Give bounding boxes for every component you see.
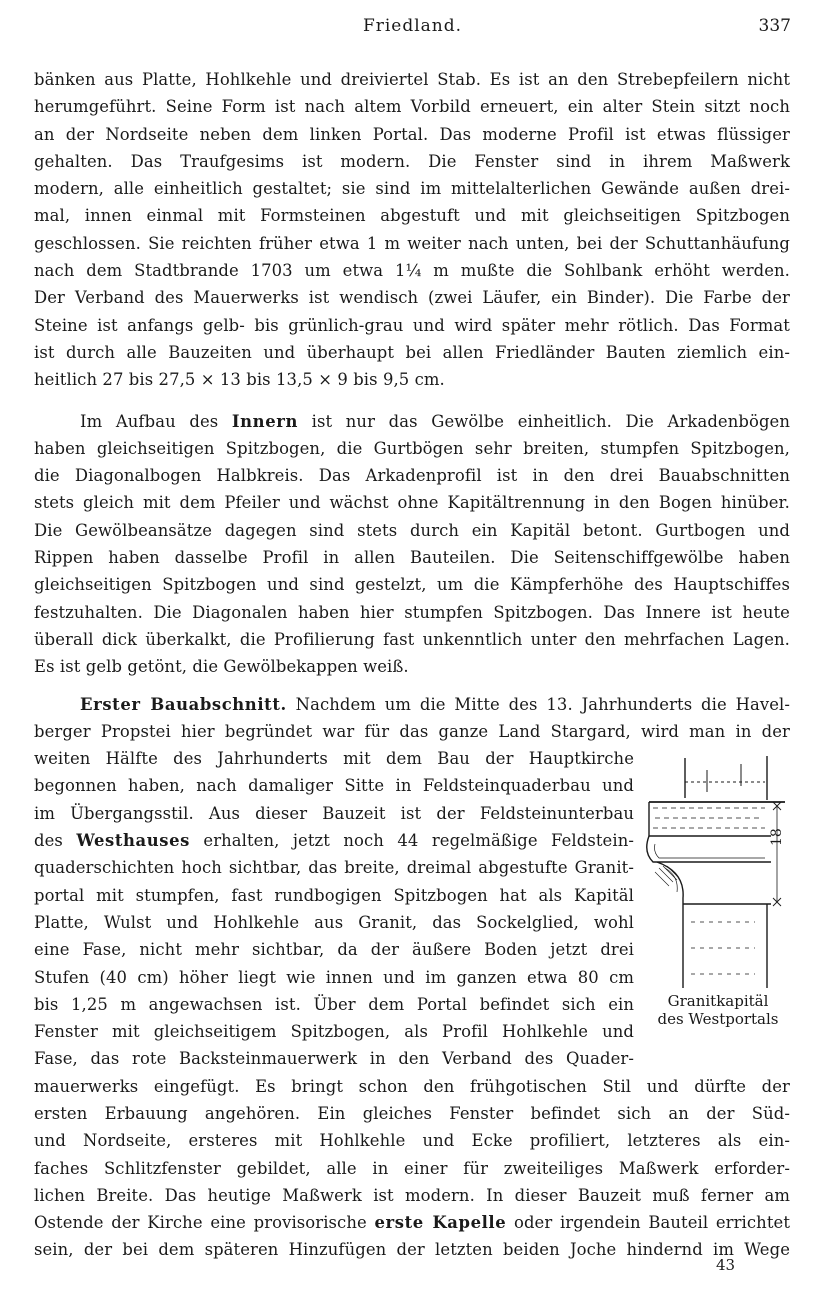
text-run: erhalten, jetzt noch 44 regelmäßige Feldstein- xyxy=(189,831,634,851)
running-title: Friedland. xyxy=(362,16,463,36)
paragraph-2 xyxy=(34,408,790,681)
text-line xyxy=(34,691,790,718)
text-run: Im Aufbau des xyxy=(80,411,232,431)
text-run: Nachdem um die Mitte des 13. Jahrhunderts die Havel- xyxy=(286,694,790,714)
text-run: ist nur das Gewölbe einheitlich. Die Arkadenbögen xyxy=(297,411,790,431)
signature-number: 43 xyxy=(716,1256,736,1274)
paragraph-1 xyxy=(34,66,790,394)
text-line xyxy=(34,1209,790,1236)
text-line: ersten Erbauung angehören. Ein gleiches Fenster befindet sich an der Süd- xyxy=(34,1103,790,1123)
text-line: gehalten. Das Traufgesims ist modern. Die Fenster sind in ihrem Maßwerk xyxy=(34,151,790,171)
emphasis-erster-bauabschnitt: Erster Bauabschnitt. xyxy=(80,694,287,714)
text-line: weiten Hälfte des Jahrhunderts mit dem Bau der Hauptkirche xyxy=(34,749,634,769)
paragraph-gap xyxy=(34,394,790,408)
capital-profile-illustration xyxy=(645,752,793,988)
text-line: begonnen haben, nach damaliger Sitte in Feldsteinquaderbau und xyxy=(34,776,634,796)
text-line: mal, innen einmal mit Formsteinen abgestuft und mit gleichseitigen Spitzbogen xyxy=(34,206,790,226)
emphasis-erste-kapelle: erste Kapelle xyxy=(374,1213,507,1233)
text-line: mauerwerks eingefügt. Es bringt schon den frühgotischen Stil und dürfte der xyxy=(34,1076,790,1096)
text-line: gleichseitigen Spitzbogen und sind gestelzt, um die Kämpferhöhe des Hauptschiffes xyxy=(34,575,790,595)
text-line: Der Verband des Mauerwerks ist wendisch (zwei Läufer, ein Binder). Die Farbe der xyxy=(34,288,790,308)
text-line: modern, alle einheitlich gestaltet; sie sind im mittelalterlichen Gewände außen drei- xyxy=(34,179,790,199)
text-line: im Übergangsstil. Aus dieser Bauzeit ist der Feldsteinunterbau xyxy=(34,803,634,823)
caption-line: Granitkapitäl xyxy=(667,992,769,1010)
text-line: berger Propstei hier begründet war für das ganze Land Stargard, wird man in der xyxy=(34,721,790,741)
text-run: Ostende der Kirche eine provisorische xyxy=(34,1213,375,1233)
text-line: Fenster mit gleichseitigem Spitzbogen, als Profil Hohlkehle und xyxy=(34,1022,634,1042)
text-line: stets gleich mit dem Pfeiler und wächst ohne Kapitältrennung in den Bogen hinüber. xyxy=(34,493,790,513)
text-line xyxy=(34,827,634,854)
text-line: überall dick überkalkt, die Profilierung fast unkenntlich unter den mehrfachen Lagen. xyxy=(34,629,790,649)
text-line: festzuhalten. Die Diagonalen haben hier stumpfen Spitzbogen. Das Innere ist heute xyxy=(34,602,790,622)
text-line: herumgeführt. Seine Form ist nach altem Vorbild erneuert, ein alter Stein sitzt noch xyxy=(34,97,790,117)
text-line: heitlich 27 bis 27,5 × 13 bis 13,5 × 9 bis 9,5 cm. xyxy=(34,370,445,390)
capital-drawing xyxy=(645,752,793,1032)
text-line: ist durch alle Bauzeiten und überhaupt bei allen Friedländer Bauten ziemlich ein- xyxy=(34,342,790,362)
text-line: lichen Breite. Das heutige Maßwerk ist modern. In dieser Bauzeit muß ferner am xyxy=(34,1185,790,1205)
text-line: Stufen (40 cm) höher liegt wie innen und im ganzen etwa 80 cm xyxy=(34,967,634,987)
text-line: portal mit stumpfen, fast rundbogigen Spitzbogen hat als Kapitäl xyxy=(34,885,634,905)
text-run: des xyxy=(34,831,77,851)
dimension-label: 18 xyxy=(769,828,785,846)
figure-caption xyxy=(642,992,794,1028)
text-line: Die Gewölbeansätze dagegen sind stets durch ein Kapitäl betont. Gurtbogen und xyxy=(34,520,790,540)
body-text xyxy=(34,66,790,1264)
text-line: an der Nordseite neben dem linken Portal. Das moderne Profil ist etwas flüssiger xyxy=(34,124,790,144)
text-line: Es ist gelb getönt, die Gewölbekappen weiß. xyxy=(34,657,409,677)
text-line: faches Schlitzfenster gebildet, alle in einer für zweiteiliges Maßwerk erforder- xyxy=(34,1158,790,1178)
text-line: Fase, das rote Backsteinmauerwerk in den Verband des Quader- xyxy=(34,1049,634,1069)
paragraph-gap xyxy=(34,681,790,691)
text-line: Platte, Wulst und Hohlkehle aus Granit, das Sockelglied, wohl xyxy=(34,912,634,932)
text-line: quaderschichten hoch sichtbar, das breite, dreimal abgestufte Granit- xyxy=(34,858,634,878)
text-line: sein, der bei dem späteren Hinzufügen der letzten beiden Joche hindernd im Wege xyxy=(34,1240,790,1260)
caption-line: des Westportals xyxy=(657,1010,779,1028)
text-line: nach dem Stadtbrande 1703 um etwa 1¼ m mußte die Sohlbank erhöht werden. xyxy=(34,261,790,281)
text-line: haben gleichseitigen Spitzbogen, die Gurtbögen sehr breiten, stumpfen Spitzbogen, xyxy=(34,438,790,458)
text-run: oder irgendein Bauteil errichtet xyxy=(506,1213,791,1233)
text-line xyxy=(34,408,790,435)
emphasis-westhauses: Westhauses xyxy=(76,831,190,851)
text-line: und Nordseite, ersteres mit Hohlkehle und Ecke profiliert, letzteres als ein- xyxy=(34,1131,790,1151)
text-line: eine Fase, nicht mehr sichtbar, da der äußere Boden jetzt drei xyxy=(34,940,634,960)
text-line: die Diagonalbogen Halbkreis. Das Arkadenprofil ist in den drei Bauabschnitten xyxy=(34,466,790,486)
text-line: Steine ist anfangs gelb- bis grünlich-grau und wird später mehr rötlich. Das Format xyxy=(34,315,790,335)
emphasis-innern: Innern xyxy=(231,411,298,431)
page-number: 337 xyxy=(758,16,791,36)
text-line: bänken aus Platte, Hohlkehle und dreiviertel Stab. Es ist an den Strebepfeilern nicht xyxy=(34,70,790,89)
page-header xyxy=(34,14,791,44)
text-line: bis 1,25 m angewachsen ist. Über dem Portal befindet sich ein xyxy=(34,994,634,1014)
text-line: Rippen haben dasselbe Profil in allen Bauteilen. Die Seitenschiffgewölbe haben xyxy=(34,548,790,568)
text-line: geschlossen. Sie reichten früher etwa 1 m weiter nach unten, bei der Schuttanhäufung xyxy=(34,233,790,253)
